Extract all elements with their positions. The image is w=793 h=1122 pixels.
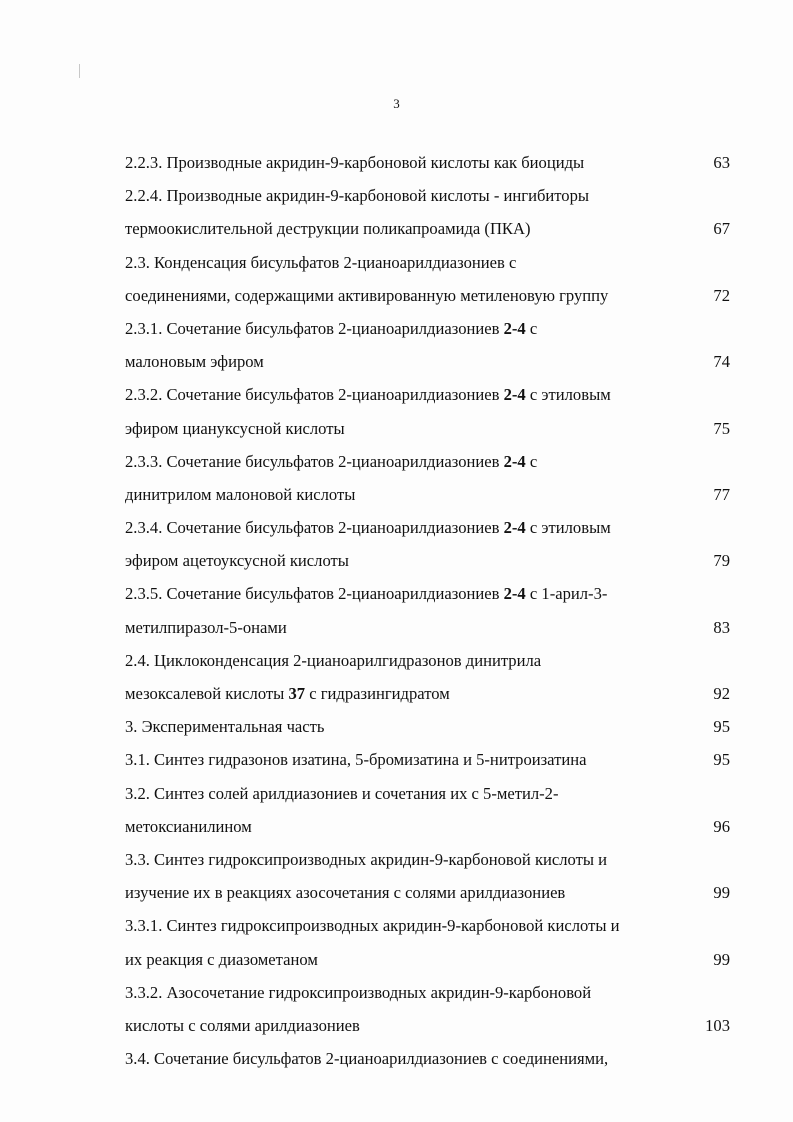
toc-entry-text: 3. Экспериментальная часть: [125, 717, 325, 737]
toc-entry-text: 3.1. Синтез гидразонов изатина, 5-бромизатина и 5-нитроизатина: [125, 750, 587, 770]
toc-entry-text: 2.2.3. Производные акридин-9-карбоновой кислоты как биоциды: [125, 153, 585, 172]
toc-entry-text: 2.3.1. Сочетание бисульфатов 2-цианоарилдиазониев 2-4 с: [125, 318, 538, 338]
toc-line: [125, 1042, 730, 1075]
toc-page-number: 72: [713, 285, 730, 305]
toc-entry-text: 3.3. Синтез гидроксипроизводных акридин-9-карбоновой кислоты и: [125, 849, 608, 869]
page-number: 3: [393, 96, 400, 111]
toc-line: [125, 179, 730, 212]
toc-entry-text: термоокислительной деструкции поликапроамида (ПКА): [125, 219, 531, 239]
toc-line: [125, 810, 730, 843]
toc-line: [125, 511, 730, 544]
toc-line: [125, 378, 730, 411]
toc-entry-text: 2.3. Конденсация бисульфатов 2-цианоарилдиазониев с: [125, 252, 517, 272]
toc-entry-text: 2.2.4. Производные акридин-9-карбоновой кислоты - ингибиторы: [125, 186, 590, 206]
toc-page-number: 96: [713, 816, 730, 836]
toc-line: [125, 1009, 730, 1042]
toc-page-number: 74: [713, 352, 730, 372]
toc-page-number: 79: [713, 551, 730, 571]
compound-number: 37: [288, 684, 306, 703]
compound-number: 2-4: [503, 584, 526, 604]
toc-entry-text: малоновым эфиром: [125, 352, 264, 372]
toc-page-number: 77: [713, 484, 730, 504]
toc-line: [125, 777, 730, 810]
toc-line: [125, 943, 730, 976]
toc-line: [125, 644, 730, 677]
toc-line: [125, 445, 730, 478]
compound-number: 2-4: [503, 451, 526, 471]
toc-page-number: 99: [713, 949, 730, 969]
toc-line: [125, 312, 730, 345]
toc-line: [125, 611, 730, 644]
compound-number: 2-4: [503, 385, 526, 405]
toc-page-number: 63: [713, 153, 730, 172]
toc-entry-text: изучение их в реакциях азосочетания с солями арилдиазониев: [125, 883, 566, 903]
toc-entry-text: 3.3.2. Азосочетание гидроксипроизводных акридин-9-карбоновой: [125, 982, 592, 1002]
toc-entry-text: метоксианилином: [125, 816, 252, 836]
toc-line: [125, 212, 730, 245]
toc-line: [125, 909, 730, 942]
toc-entry-text: 2.3.4. Сочетание бисульфатов 2-цианоарилдиазониев 2-4 с этиловым: [125, 518, 611, 538]
scan-artifact: [79, 64, 80, 78]
toc-entry-text: метилпиразол-5-онами: [125, 617, 287, 637]
toc-entry-text: 2.4. Циклоконденсация 2-цианоарилгидразонов динитрила: [125, 650, 542, 670]
toc-line: [125, 345, 730, 378]
toc-entry-text: 3.4. Сочетание бисульфатов 2-цианоарилдиазониев с соединениями,: [125, 1049, 609, 1069]
toc-entry-text: 3.2. Синтез солей арилдиазониев и сочетания их с 5-метил-2-: [125, 783, 559, 803]
toc-page-number: 99: [713, 883, 730, 903]
toc-page-number: 83: [713, 617, 730, 637]
toc-page-number: 95: [713, 750, 730, 770]
toc-line: [125, 146, 730, 179]
toc-entry-text: 3.3.1. Синтез гидроксипроизводных акридин-9-карбоновой кислоты и: [125, 916, 620, 936]
toc-line: [125, 577, 730, 610]
toc-entry-text: их реакция с диазометаном: [125, 949, 318, 969]
table-of-contents: [125, 146, 730, 1075]
toc-page-number: 95: [713, 717, 730, 737]
toc-line: [125, 279, 730, 312]
toc-entry-text: эфиром ацетоуксусной кислоты: [125, 551, 349, 571]
toc-line: [125, 677, 730, 710]
toc-entry-text: 2.3.3. Сочетание бисульфатов 2-цианоарилдиазониев 2-4 с: [125, 451, 538, 471]
toc-entry-text: эфиром циануксусной кислоты: [125, 418, 345, 438]
toc-page-number: 67: [713, 219, 730, 239]
toc-line: [125, 544, 730, 577]
compound-number: 2-4: [503, 318, 526, 338]
compound-number: 2-4: [503, 518, 526, 538]
toc-page-number: 103: [705, 1015, 730, 1035]
toc-line: [125, 876, 730, 909]
toc-entry-text: 2.3.5. Сочетание бисульфатов 2-цианоарилдиазониев 2-4 с 1-арил-3-: [125, 584, 608, 604]
toc-entry-text: динитрилом малоновой кислоты: [125, 484, 356, 504]
toc-entry-text: соединениями, содержащими активированную метиленовую группу: [125, 285, 609, 305]
toc-page-number: 75: [713, 418, 730, 438]
toc-line: [125, 976, 730, 1009]
toc-line: [125, 843, 730, 876]
toc-entry-text: мезоксалевой кислоты 37 с гидразингидратом: [125, 684, 450, 703]
toc-line: [125, 412, 730, 445]
toc-line: [125, 478, 730, 511]
toc-line: [125, 710, 730, 743]
toc-page-number: 92: [713, 684, 730, 703]
toc-entry-text: кислоты с солями арилдиазониев: [125, 1015, 360, 1035]
toc-entry-text: 2.3.2. Сочетание бисульфатов 2-цианоарилдиазониев 2-4 с этиловым: [125, 385, 611, 405]
toc-line: [125, 743, 730, 776]
toc-line: [125, 246, 730, 279]
